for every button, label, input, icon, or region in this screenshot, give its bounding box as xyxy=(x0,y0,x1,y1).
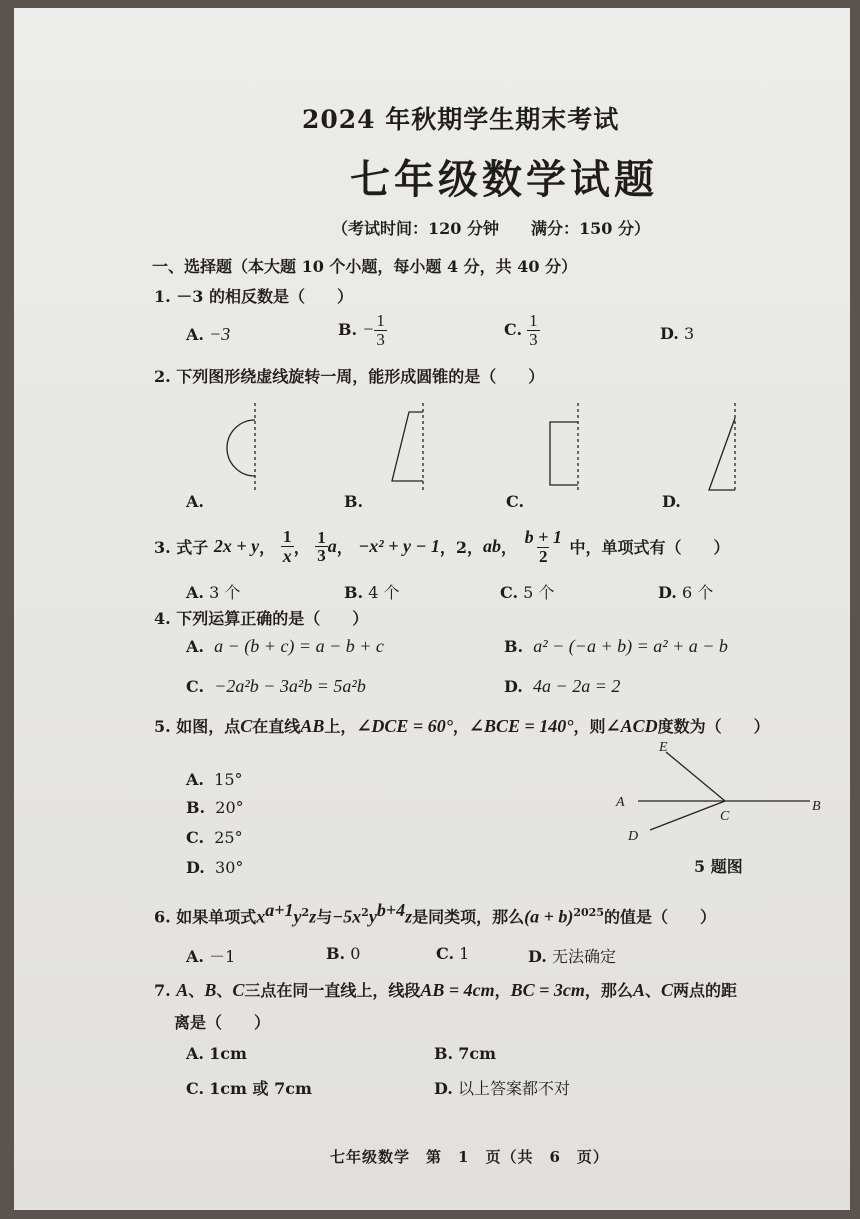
q1-option-a: A. −3 xyxy=(186,324,231,344)
q2-figures xyxy=(204,398,804,498)
figure-right-triangle xyxy=(709,403,735,493)
label-d: D xyxy=(628,829,639,844)
q4-option-a: A. a − (b + c) = a − b + c xyxy=(186,636,384,656)
ray-ce xyxy=(666,752,725,801)
q3-option-a: A. 3 个 xyxy=(186,583,241,602)
q5-figure-caption: 5 题图 xyxy=(694,857,743,876)
q2-option-c: C. xyxy=(506,492,525,511)
q5-option-c: C. 25° xyxy=(186,828,243,847)
q6-option-b: B. 0 xyxy=(326,944,361,963)
label-c: C xyxy=(720,809,730,824)
question-1-stem: 1. －3 的相反数是（ ） xyxy=(154,287,353,306)
exam-title: 2024 年秋期学生期末考试 xyxy=(302,105,620,134)
label-e: E xyxy=(659,740,668,755)
q2-option-a: A. xyxy=(186,492,204,511)
q1-option-b: B. − $\frac{1}{3}$ xyxy=(338,311,385,349)
q1-option-d: D. 3 xyxy=(660,324,695,343)
q2-option-b: B. xyxy=(344,492,364,511)
q4-option-d: D. 4a − 2a = 2 xyxy=(504,676,621,696)
q6-option-c: C. 1 xyxy=(436,944,470,963)
exam-info: （考试时间：120 分钟 满分：150 分） xyxy=(332,219,650,238)
section-heading: 一、选择题（本大题 10 个小题，每小题 4 分，共 40 分） xyxy=(152,257,578,276)
label-b: B xyxy=(812,799,821,814)
q7-option-a: A. 1cm xyxy=(186,1044,247,1063)
q5-option-d: D. 30° xyxy=(186,858,244,877)
q5-option-b: B. 20° xyxy=(186,798,244,817)
exam-paper xyxy=(14,8,850,1210)
figure-semicircle xyxy=(227,403,255,493)
q1-option-c: C. $\frac{1}{3}$ xyxy=(504,311,538,349)
question-7-stem: 7. A、B、C三点在同一直线上，线段AB = 4cm，BC = 3cm，那么A、C两点的距 xyxy=(154,980,737,1000)
q7-option-d: D. 以上答案都不对 xyxy=(434,1079,570,1098)
q4-option-c: C. −2a²b − 3a²b = 5a²b xyxy=(186,676,366,696)
question-4-stem: 4. 下列运算正确的是（ ） xyxy=(154,609,369,628)
question-3-stem: 3. 式子 2x + y ， $\frac{1}{x}$ ， $\frac{1}{3}$ a ， −x² + y − 1 ，2， ab ， $\frac{b + 1}{2}$ 中，单项式有（ ） xyxy=(154,527,730,566)
ray-cd xyxy=(650,801,725,830)
q7-option-c: C. 1cm 或 7cm xyxy=(186,1079,312,1098)
question-2-stem: 2. 下列图形绕虚线旋转一周，能形成圆锥的是（ ） xyxy=(154,367,545,386)
q3-option-c: C. 5 个 xyxy=(500,583,555,602)
q2-option-d: D. xyxy=(662,492,681,511)
page-footer: 七年级数学 第 1 页（共 6 页） xyxy=(330,1148,609,1166)
label-a: A xyxy=(616,795,625,810)
figure-rectangle xyxy=(550,403,578,493)
question-7-stem-cont: 离是（ ） xyxy=(174,1013,271,1032)
q5-angle-figure xyxy=(610,738,840,848)
q6-option-d: D. 无法确定 xyxy=(528,947,616,966)
q3-option-d: D. 6 个 xyxy=(658,583,714,602)
q5-option-a: A. 15° xyxy=(186,770,243,789)
q4-option-b: B. a² − (−a + b) = a² + a − b xyxy=(504,636,728,656)
question-6-stem: 6. 如果单项式$x^{a+1}y^2z$与$-5x^2y^{b+4}z$是同类项，那么$(a + b)^{2025}$的值是（ ） xyxy=(154,900,716,927)
exam-subtitle: 七年级数学试题 xyxy=(350,156,658,203)
q3-option-b: B. 4 个 xyxy=(344,583,400,602)
q7-option-b: B. 7cm xyxy=(434,1044,496,1063)
question-5-stem: 5. 如图，点C在直线AB上，∠DCE = 60°，∠BCE = 140°，则∠ACD度数为（ ） xyxy=(154,716,770,736)
q6-option-a: A. －1 xyxy=(186,947,236,966)
figure-trapezoid xyxy=(392,403,423,493)
